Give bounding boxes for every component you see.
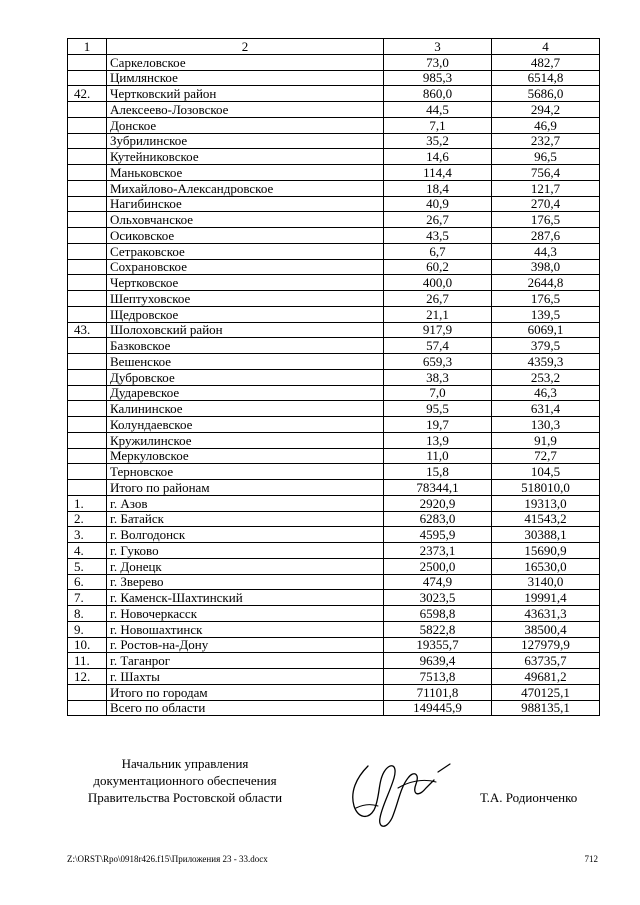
row-name-cell: Щедровское [107,306,384,322]
row-name-cell: Шолоховский район [107,322,384,338]
row-value-4-cell: 398,0 [492,259,600,275]
table-row [68,86,600,102]
table-header-row [68,39,600,55]
row-name-cell: г. Шахты [107,669,384,685]
row-value-4-cell: 41543,2 [492,511,600,527]
row-value-4-cell: 294,2 [492,102,600,118]
table-row [68,653,600,669]
row-value-3-cell: 6,7 [384,243,492,259]
row-number-cell [68,306,107,322]
table-row [68,700,600,716]
row-number-cell [68,133,107,149]
table-row [68,54,600,70]
row-number-cell [68,228,107,244]
row-number-cell [68,180,107,196]
table-row [68,228,600,244]
row-value-4-cell: 96,5 [492,149,600,165]
row-value-3-cell: 73,0 [384,54,492,70]
row-value-3-cell: 6598,8 [384,606,492,622]
row-value-4-cell: 38500,4 [492,621,600,637]
row-number-cell [68,369,107,385]
table-row [68,637,600,653]
row-value-4-cell: 2644,8 [492,275,600,291]
table-row [68,306,600,322]
table-row [68,259,600,275]
row-name-cell: Дударевское [107,385,384,401]
row-value-3-cell: 57,4 [384,338,492,354]
table-row [68,243,600,259]
row-name-cell: Нагибинское [107,196,384,212]
row-value-3-cell: 60,2 [384,259,492,275]
row-value-4-cell: 4359,3 [492,354,600,370]
row-number-cell: 10. [68,637,107,653]
row-number-cell [68,432,107,448]
row-number-cell [68,70,107,86]
row-value-4-cell: 631,4 [492,401,600,417]
row-value-4-cell: 30388,1 [492,527,600,543]
row-number-cell [68,117,107,133]
signature-title-line-3: Правительства Ростовской области [87,790,283,805]
row-name-cell: Донское [107,117,384,133]
row-number-cell [68,212,107,228]
table-row [68,606,600,622]
row-name-cell: Кутейниковское [107,149,384,165]
row-value-4-cell: 127979,9 [492,637,600,653]
row-value-4-cell: 253,2 [492,369,600,385]
header-cell-2: 2 [107,39,384,55]
table-row [68,432,600,448]
row-number-cell [68,291,107,307]
row-number-cell [68,684,107,700]
row-name-cell: Чертковский район [107,86,384,102]
row-name-cell: г. Ростов-на-Дону [107,637,384,653]
row-value-3-cell: 860,0 [384,86,492,102]
row-name-cell: Меркуловское [107,448,384,464]
table-row [68,117,600,133]
table-row [68,291,600,307]
row-name-cell: Итого по городам [107,684,384,700]
table-row [68,212,600,228]
table-row [68,574,600,590]
row-value-3-cell: 14,6 [384,149,492,165]
row-number-cell: 7. [68,590,107,606]
row-name-cell: Базковское [107,338,384,354]
row-number-cell: 42. [68,86,107,102]
row-value-3-cell: 985,3 [384,70,492,86]
row-value-4-cell: 44,3 [492,243,600,259]
signature-title-line-2: документационного обеспечения [93,773,277,788]
row-value-3-cell: 71101,8 [384,684,492,700]
table-row [68,149,600,165]
table-row [68,621,600,637]
row-value-3-cell: 78344,1 [384,480,492,496]
row-value-3-cell: 2920,9 [384,495,492,511]
row-value-4-cell: 176,5 [492,291,600,307]
row-number-cell: 8. [68,606,107,622]
row-value-3-cell: 400,0 [384,275,492,291]
data-table [67,38,600,716]
table-row [68,401,600,417]
row-value-3-cell: 3023,5 [384,590,492,606]
table-row [68,102,600,118]
row-value-4-cell: 19991,4 [492,590,600,606]
row-number-cell: 12. [68,669,107,685]
row-number-cell [68,196,107,212]
table-row [68,448,600,464]
row-value-4-cell: 3140,0 [492,574,600,590]
row-name-cell: г. Волгодонск [107,527,384,543]
row-value-4-cell: 104,5 [492,464,600,480]
row-value-4-cell: 19313,0 [492,495,600,511]
table-row [68,480,600,496]
row-number-cell [68,354,107,370]
row-number-cell [68,275,107,291]
row-name-cell: г. Таганрог [107,653,384,669]
row-value-4-cell: 756,4 [492,165,600,181]
row-value-3-cell: 38,3 [384,369,492,385]
table-row [68,322,600,338]
table-row [68,417,600,433]
row-name-cell: Михайлово-Александровское [107,180,384,196]
row-number-cell: 9. [68,621,107,637]
row-number-cell: 5. [68,558,107,574]
row-value-3-cell: 15,8 [384,464,492,480]
row-value-3-cell: 5822,8 [384,621,492,637]
row-value-3-cell: 21,1 [384,306,492,322]
row-name-cell: Саркеловское [107,54,384,70]
row-name-cell: г. Новочеркасск [107,606,384,622]
table-row [68,133,600,149]
row-value-4-cell: 482,7 [492,54,600,70]
row-value-4-cell: 470125,1 [492,684,600,700]
row-name-cell: Сохрановское [107,259,384,275]
table-row [68,527,600,543]
table-row [68,684,600,700]
row-value-4-cell: 63735,7 [492,653,600,669]
row-number-cell [68,102,107,118]
row-number-cell: 4. [68,543,107,559]
row-number-cell [68,448,107,464]
row-name-cell: Чертковское [107,275,384,291]
row-value-4-cell: 5686,0 [492,86,600,102]
table-row [68,495,600,511]
row-value-4-cell: 988135,1 [492,700,600,716]
row-name-cell: Дубровское [107,369,384,385]
row-name-cell: г. Каменск-Шахтинский [107,590,384,606]
row-name-cell: Кружилинское [107,432,384,448]
row-name-cell: г. Батайск [107,511,384,527]
row-value-3-cell: 917,9 [384,322,492,338]
row-value-3-cell: 7,1 [384,117,492,133]
row-name-cell: г. Новошахтинск [107,621,384,637]
row-value-4-cell: 43631,3 [492,606,600,622]
row-value-3-cell: 95,5 [384,401,492,417]
row-number-cell [68,338,107,354]
page-number: 712 [584,854,598,864]
row-number-cell: 3. [68,527,107,543]
row-name-cell: Зубрилинское [107,133,384,149]
row-value-3-cell: 19,7 [384,417,492,433]
row-value-3-cell: 7,0 [384,385,492,401]
table-row [68,669,600,685]
row-value-4-cell: 6514,8 [492,70,600,86]
row-name-cell: Калининское [107,401,384,417]
row-name-cell: Вешенское [107,354,384,370]
header-cell-3: 3 [384,39,492,55]
row-name-cell: Ольховчанское [107,212,384,228]
row-name-cell: г. Азов [107,495,384,511]
row-value-4-cell: 46,9 [492,117,600,133]
row-value-3-cell: 2500,0 [384,558,492,574]
row-value-3-cell: 11,0 [384,448,492,464]
row-value-3-cell: 13,9 [384,432,492,448]
row-value-4-cell: 232,7 [492,133,600,149]
row-value-4-cell: 121,7 [492,180,600,196]
row-name-cell: Осиковское [107,228,384,244]
row-value-3-cell: 474,9 [384,574,492,590]
table-row [68,590,600,606]
row-value-3-cell: 35,2 [384,133,492,149]
row-value-4-cell: 287,6 [492,228,600,244]
row-number-cell [68,464,107,480]
header-cell-1: 1 [68,39,107,55]
table-row [68,338,600,354]
row-number-cell [68,165,107,181]
handwritten-signature-icon [338,748,458,836]
row-value-3-cell: 44,5 [384,102,492,118]
row-number-cell [68,54,107,70]
row-number-cell [68,259,107,275]
row-number-cell: 43. [68,322,107,338]
table-body [68,39,600,716]
row-number-cell [68,385,107,401]
row-name-cell: Сетраковское [107,243,384,259]
row-value-4-cell: 15690,9 [492,543,600,559]
row-value-3-cell: 40,9 [384,196,492,212]
row-number-cell [68,480,107,496]
row-value-3-cell: 9639,4 [384,653,492,669]
row-value-4-cell: 379,5 [492,338,600,354]
signature-title-line-1: Начальник управления [121,756,249,771]
table-row [68,369,600,385]
row-value-3-cell: 43,5 [384,228,492,244]
row-value-4-cell: 72,7 [492,448,600,464]
table-row [68,543,600,559]
row-value-3-cell: 2373,1 [384,543,492,559]
signature-title [60,755,310,806]
row-name-cell: Итого по районам [107,480,384,496]
table-row [68,558,600,574]
row-value-4-cell: 139,5 [492,306,600,322]
footer-file-path: Z:\ORST\Rpo\0918r426.f15\Приложения 23 - 33.docx [67,854,268,864]
row-value-3-cell: 4595,9 [384,527,492,543]
row-name-cell: Цимлянское [107,70,384,86]
row-value-3-cell: 19355,7 [384,637,492,653]
table-row [68,165,600,181]
row-number-cell [68,243,107,259]
row-number-cell: 6. [68,574,107,590]
row-name-cell: г. Гуково [107,543,384,559]
row-value-4-cell: 16530,0 [492,558,600,574]
row-value-4-cell: 130,3 [492,417,600,433]
row-value-4-cell: 46,3 [492,385,600,401]
row-name-cell: Маньковское [107,165,384,181]
row-value-4-cell: 6069,1 [492,322,600,338]
row-value-3-cell: 659,3 [384,354,492,370]
table-row [68,180,600,196]
table-row [68,354,600,370]
row-name-cell: Терновское [107,464,384,480]
row-value-4-cell: 518010,0 [492,480,600,496]
row-value-3-cell: 7513,8 [384,669,492,685]
row-value-3-cell: 114,4 [384,165,492,181]
row-name-cell: Колундаевское [107,417,384,433]
row-value-4-cell: 176,5 [492,212,600,228]
row-name-cell: г. Донецк [107,558,384,574]
row-name-cell: Всего по области [107,700,384,716]
row-number-cell [68,417,107,433]
row-value-3-cell: 18,4 [384,180,492,196]
row-number-cell [68,149,107,165]
table-row [68,511,600,527]
signer-name: Т.А. Родионченко [480,790,578,805]
row-number-cell: 2. [68,511,107,527]
row-number-cell: 11. [68,653,107,669]
row-value-3-cell: 6283,0 [384,511,492,527]
table-row [68,385,600,401]
row-value-4-cell: 49681,2 [492,669,600,685]
row-value-3-cell: 26,7 [384,212,492,228]
row-name-cell: г. Зверево [107,574,384,590]
row-name-cell: Шептуховское [107,291,384,307]
row-name-cell: Алексеево-Лозовское [107,102,384,118]
row-number-cell [68,700,107,716]
table-row [68,275,600,291]
row-value-4-cell: 270,4 [492,196,600,212]
header-cell-4: 4 [492,39,600,55]
row-value-3-cell: 149445,9 [384,700,492,716]
row-number-cell [68,401,107,417]
table-row [68,70,600,86]
table-row [68,196,600,212]
table-row [68,464,600,480]
row-value-4-cell: 91,9 [492,432,600,448]
row-number-cell: 1. [68,495,107,511]
row-value-3-cell: 26,7 [384,291,492,307]
